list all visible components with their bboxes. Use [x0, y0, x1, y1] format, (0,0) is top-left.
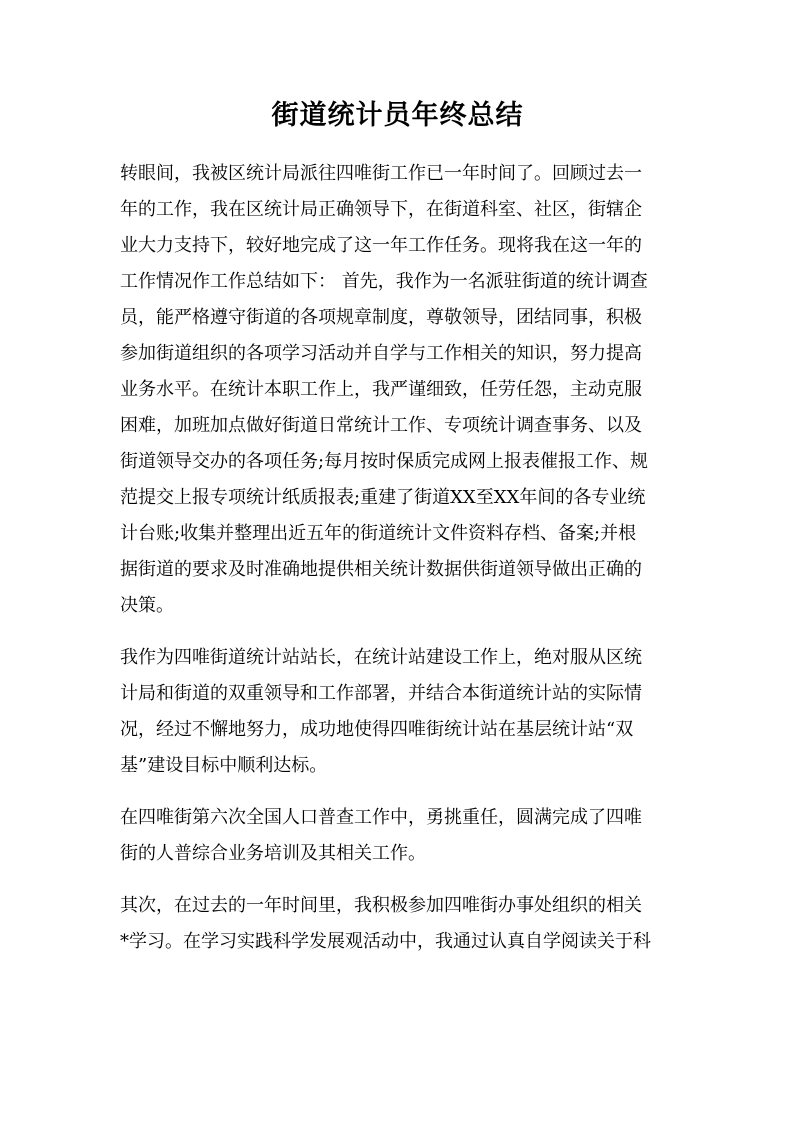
text-line: 我作为四唯街道统计站站长，在统计站建设工作上，绝对服从区统 — [120, 647, 642, 668]
text-line: 其次，在过去的一年时间里，我积极参加四唯街办事处组织的相关 — [120, 895, 642, 916]
text-line: 计局和街道的双重领导和工作部署，并结合本街道统计站的实际情 — [120, 683, 642, 704]
text-line: 业大力支持下，较好地完成了这一年工作任务。现将我在这一年的 — [120, 235, 642, 256]
text-line: 街的人普综合业务培训及其相关工作。 — [120, 843, 426, 864]
text-line: 街道领导交办的各项任务;每月按时保质完成网上报表催报工作、规 — [120, 451, 649, 472]
text-line: 参加街道组织的各项学习活动并自学与工作相关的知识，努力提高 — [120, 343, 642, 364]
text-line: 况，经过不懈地努力，成功地使得四唯街统计站在基层统计站“双 — [120, 719, 634, 740]
text-line: 据街道的要求及时准确地提供相关统计数据供街道领导做出正确的 — [120, 559, 642, 580]
paragraph-2 — [120, 640, 675, 784]
document-title: 街道统计员年终总结 — [271, 100, 524, 131]
paragraph-1 — [120, 156, 675, 624]
text-line: 员，能严格遵守街道的各项规章制度，尊敬领导，团结同事，积极 — [120, 307, 642, 328]
text-line: 在四唯街第六次全国人口普查工作中，勇挑重任，圆满完成了四唯 — [120, 807, 642, 828]
text-line: 工作情况作工作总结如下： 首先，我作为一名派驻街道的统计调查 — [120, 271, 648, 292]
text-line: 困难，加班加点做好街道日常统计工作、专项统计调查事务、以及 — [120, 415, 642, 436]
text-line: 决策。 — [120, 595, 174, 616]
paragraph-4 — [120, 888, 675, 960]
paragraph-3 — [120, 800, 675, 872]
text-line: *学习。在学习实践科学发展观活动中，我通过认真自学阅读关于科 — [120, 931, 651, 952]
text-line: 计台账;收集并整理出近五年的街道统计文件资料存档、备案;并根 — [120, 523, 637, 544]
text-line: 业务水平。在统计本职工作上，我严谨细致，任劳任怨，主动克服 — [120, 379, 642, 400]
text-line: 年的工作，我在区统计局正确领导下，在街道科室、社区，街辖企 — [120, 199, 642, 220]
text-line: 基”建设目标中顺利达标。 — [120, 755, 328, 776]
text-line: 转眼间，我被区统计局派往四唯街工作已一年时间了。回顾过去一 — [120, 163, 642, 184]
text-line: 范提交上报专项统计纸质报表;重建了街道XX至XX年间的各专业统 — [120, 487, 646, 508]
